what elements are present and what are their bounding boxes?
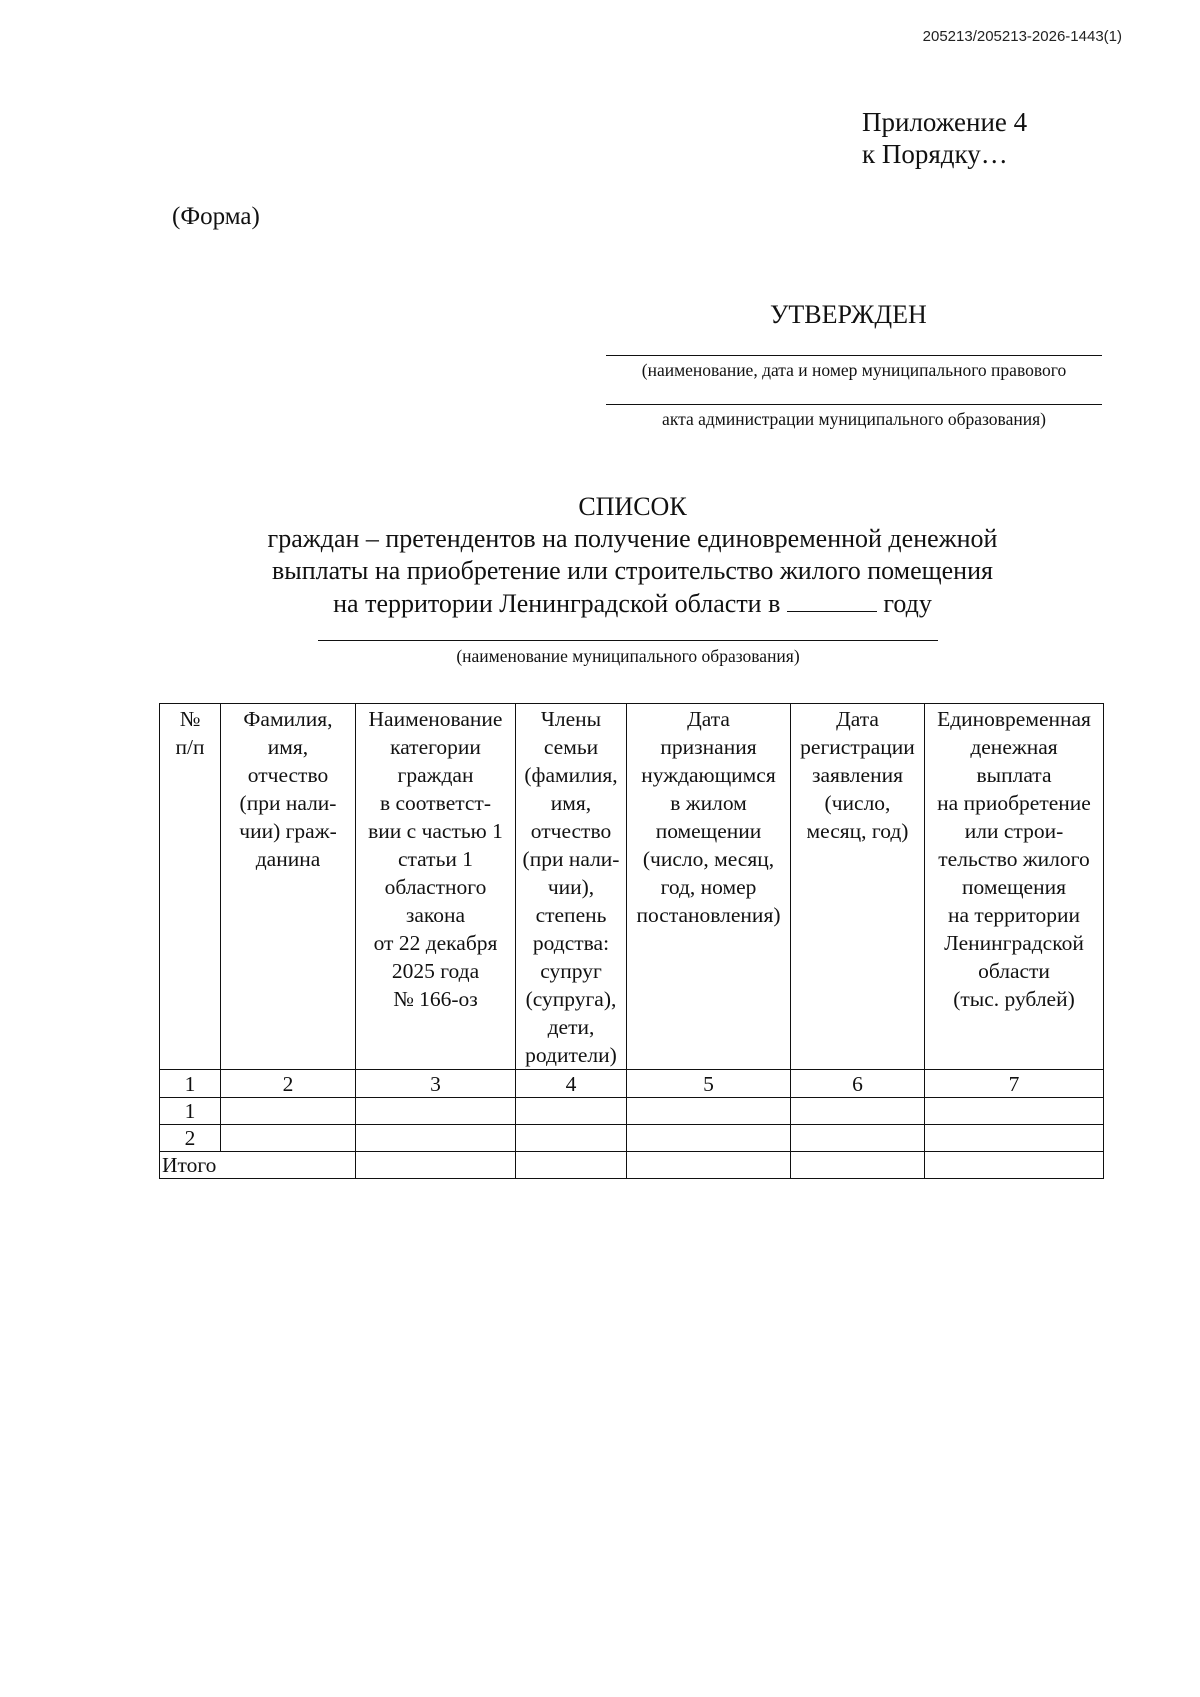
document-title — [150, 491, 1115, 620]
title-line-3-start: на территории Ленинградской области в — [333, 589, 781, 618]
row-number: 2 — [160, 1125, 221, 1152]
document-id: 205213/205213-2026-1443(1) — [922, 28, 1122, 45]
table-cell — [221, 1098, 356, 1125]
table-cell — [627, 1152, 791, 1179]
approved-label: УТВЕРЖДЕН — [770, 300, 927, 329]
table-cell — [221, 1125, 356, 1152]
column-number: 5 — [627, 1070, 791, 1098]
table-cell — [356, 1125, 516, 1152]
appendix-line-2: к Порядку… — [862, 139, 1008, 169]
column-number: 6 — [791, 1070, 925, 1098]
total-row — [160, 1152, 1104, 1179]
approval-caption-1 — [606, 355, 1102, 381]
column-header: Фамилия, имя, отчество (при нали- чии) граж- данина — [221, 704, 356, 1070]
table-cell — [925, 1125, 1104, 1152]
title-line-3-end: году — [883, 589, 932, 618]
column-number: 3 — [356, 1070, 516, 1098]
approval-caption-text-2: акта администрации муниципального образования) — [662, 409, 1046, 429]
municipality-caption-text: (наименование муниципального образования) — [456, 646, 800, 666]
column-header: Дата регистрации заявления (число, месяц, год) — [791, 704, 925, 1070]
column-header: Дата признания нуждающимся в жилом помещении (число, месяц, год, номер постановления) — [627, 704, 791, 1070]
column-header: Члены семьи (фамилия, имя, отчество (при нали- чии), степень родства: супруг (супруга), дети, родители) — [516, 704, 627, 1070]
year-blank — [787, 587, 877, 612]
column-header: Наименование категории граждан в соответст- вии с частью 1 статьи 1 областного закона от 22 декабря 2025 года № 166-оз — [356, 704, 516, 1070]
table-row — [160, 1098, 1104, 1125]
column-number: 2 — [221, 1070, 356, 1098]
applicants-table — [159, 703, 1104, 1179]
municipality-caption — [318, 640, 938, 667]
table-cell — [791, 1098, 925, 1125]
title-line-3 — [150, 587, 1115, 620]
appendix-line-1: Приложение 4 — [862, 107, 1028, 137]
approval-caption-2 — [606, 404, 1102, 430]
approval-blank-line-1 — [606, 355, 1102, 356]
table-cell — [516, 1125, 627, 1152]
total-label: Итого — [160, 1152, 356, 1179]
approval-blank-line-2 — [606, 404, 1102, 405]
table-header-row — [160, 704, 1104, 1070]
table-cell — [356, 1152, 516, 1179]
column-header: № п/п — [160, 704, 221, 1070]
table-cell — [516, 1098, 627, 1125]
column-number: 7 — [925, 1070, 1104, 1098]
title-line-2: выплаты на приобретение или строительство жилого помещения — [272, 556, 993, 585]
column-header: Единовременная денежная выплата на приобретение или строи- тельство жилого помещения на территории Ленинградской области (тыс. рублей) — [925, 704, 1104, 1070]
title-heading: СПИСОК — [578, 492, 687, 521]
table-cell — [791, 1125, 925, 1152]
table-cell — [356, 1098, 516, 1125]
column-number-row — [160, 1070, 1104, 1098]
form-label: (Форма) — [172, 203, 260, 230]
row-number: 1 — [160, 1098, 221, 1125]
column-number: 4 — [516, 1070, 627, 1098]
table-cell — [925, 1152, 1104, 1179]
approval-caption-text-1: (наименование, дата и номер муниципального правового — [641, 360, 1067, 380]
table-cell — [516, 1152, 627, 1179]
municipality-blank-line — [318, 640, 938, 641]
appendix-reference — [862, 106, 1027, 170]
table-cell — [925, 1098, 1104, 1125]
table-row — [160, 1125, 1104, 1152]
title-line-1: граждан – претендентов на получение единовременной денежной — [267, 524, 998, 553]
column-number: 1 — [160, 1070, 221, 1098]
table-cell — [791, 1152, 925, 1179]
table-cell — [627, 1125, 791, 1152]
table-cell — [627, 1098, 791, 1125]
